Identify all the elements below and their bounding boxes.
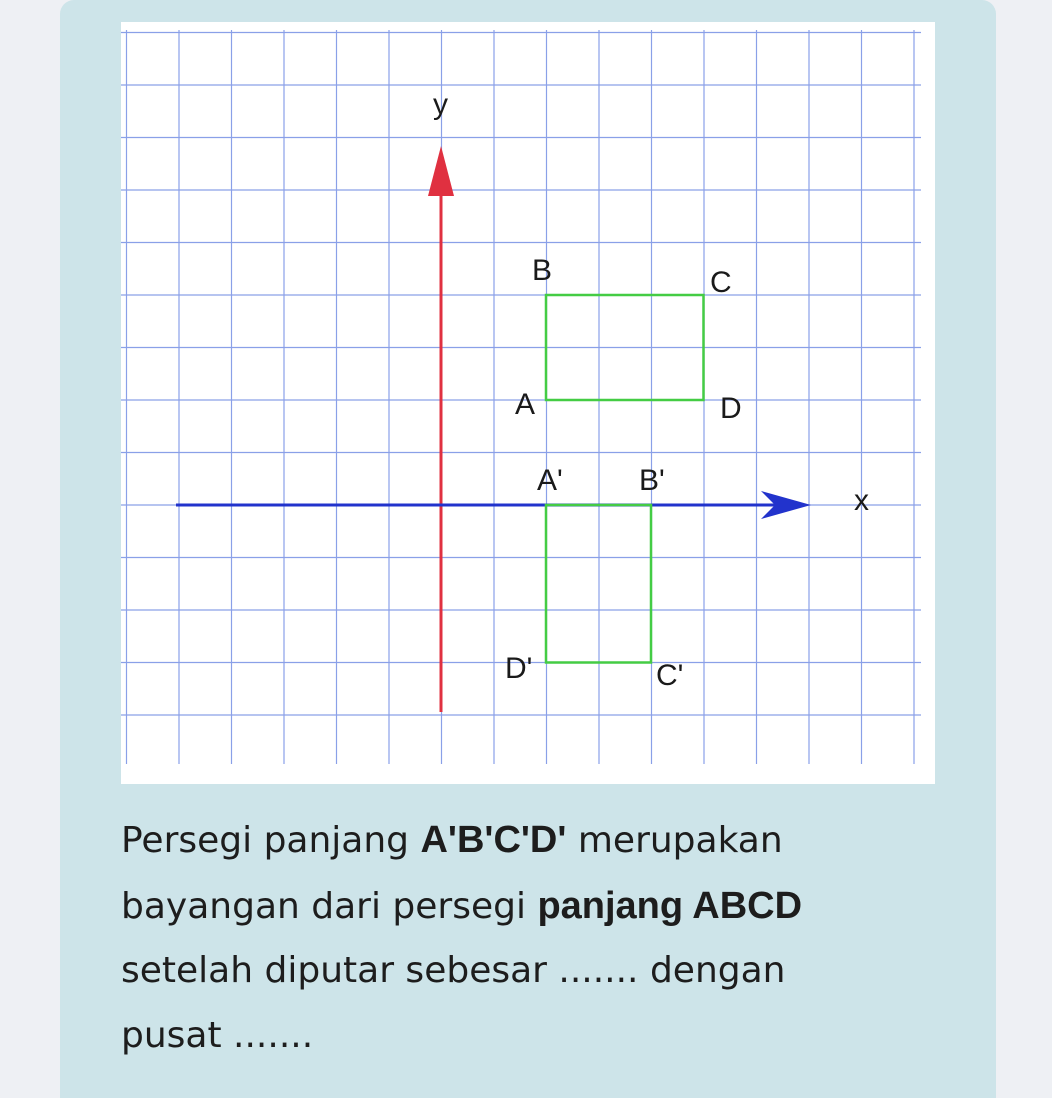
x-axis-label: x xyxy=(854,484,869,517)
question-line-1 xyxy=(121,808,921,874)
label-b: B xyxy=(532,254,553,287)
question-text-part: merupakan xyxy=(566,820,783,861)
coordinate-plane xyxy=(121,22,935,784)
label-c-prime: C' xyxy=(656,659,684,692)
question-line-4: pusat ....... xyxy=(121,1014,314,1056)
label-a-prime: A' xyxy=(537,464,563,497)
coordinate-figure xyxy=(121,22,935,784)
question-original-name: panjang ABCD xyxy=(537,884,803,927)
label-b-prime: B' xyxy=(639,464,665,497)
question-line-2 xyxy=(121,874,921,940)
label-a: A xyxy=(515,388,536,421)
question-text xyxy=(121,808,921,1068)
y-axis-label: y xyxy=(433,88,448,121)
question-text-part: Persegi panjang xyxy=(121,820,421,861)
y-axis-arrowhead xyxy=(428,146,454,196)
label-d-prime: D' xyxy=(505,652,533,685)
question-image-name: A'B'C'D' xyxy=(420,819,567,861)
question-text-part: bayangan dari persegi xyxy=(121,885,538,927)
label-c: C xyxy=(710,266,732,299)
question-line-3: setelah diputar sebesar ....... dengan xyxy=(121,950,786,991)
label-d: D xyxy=(720,392,742,425)
